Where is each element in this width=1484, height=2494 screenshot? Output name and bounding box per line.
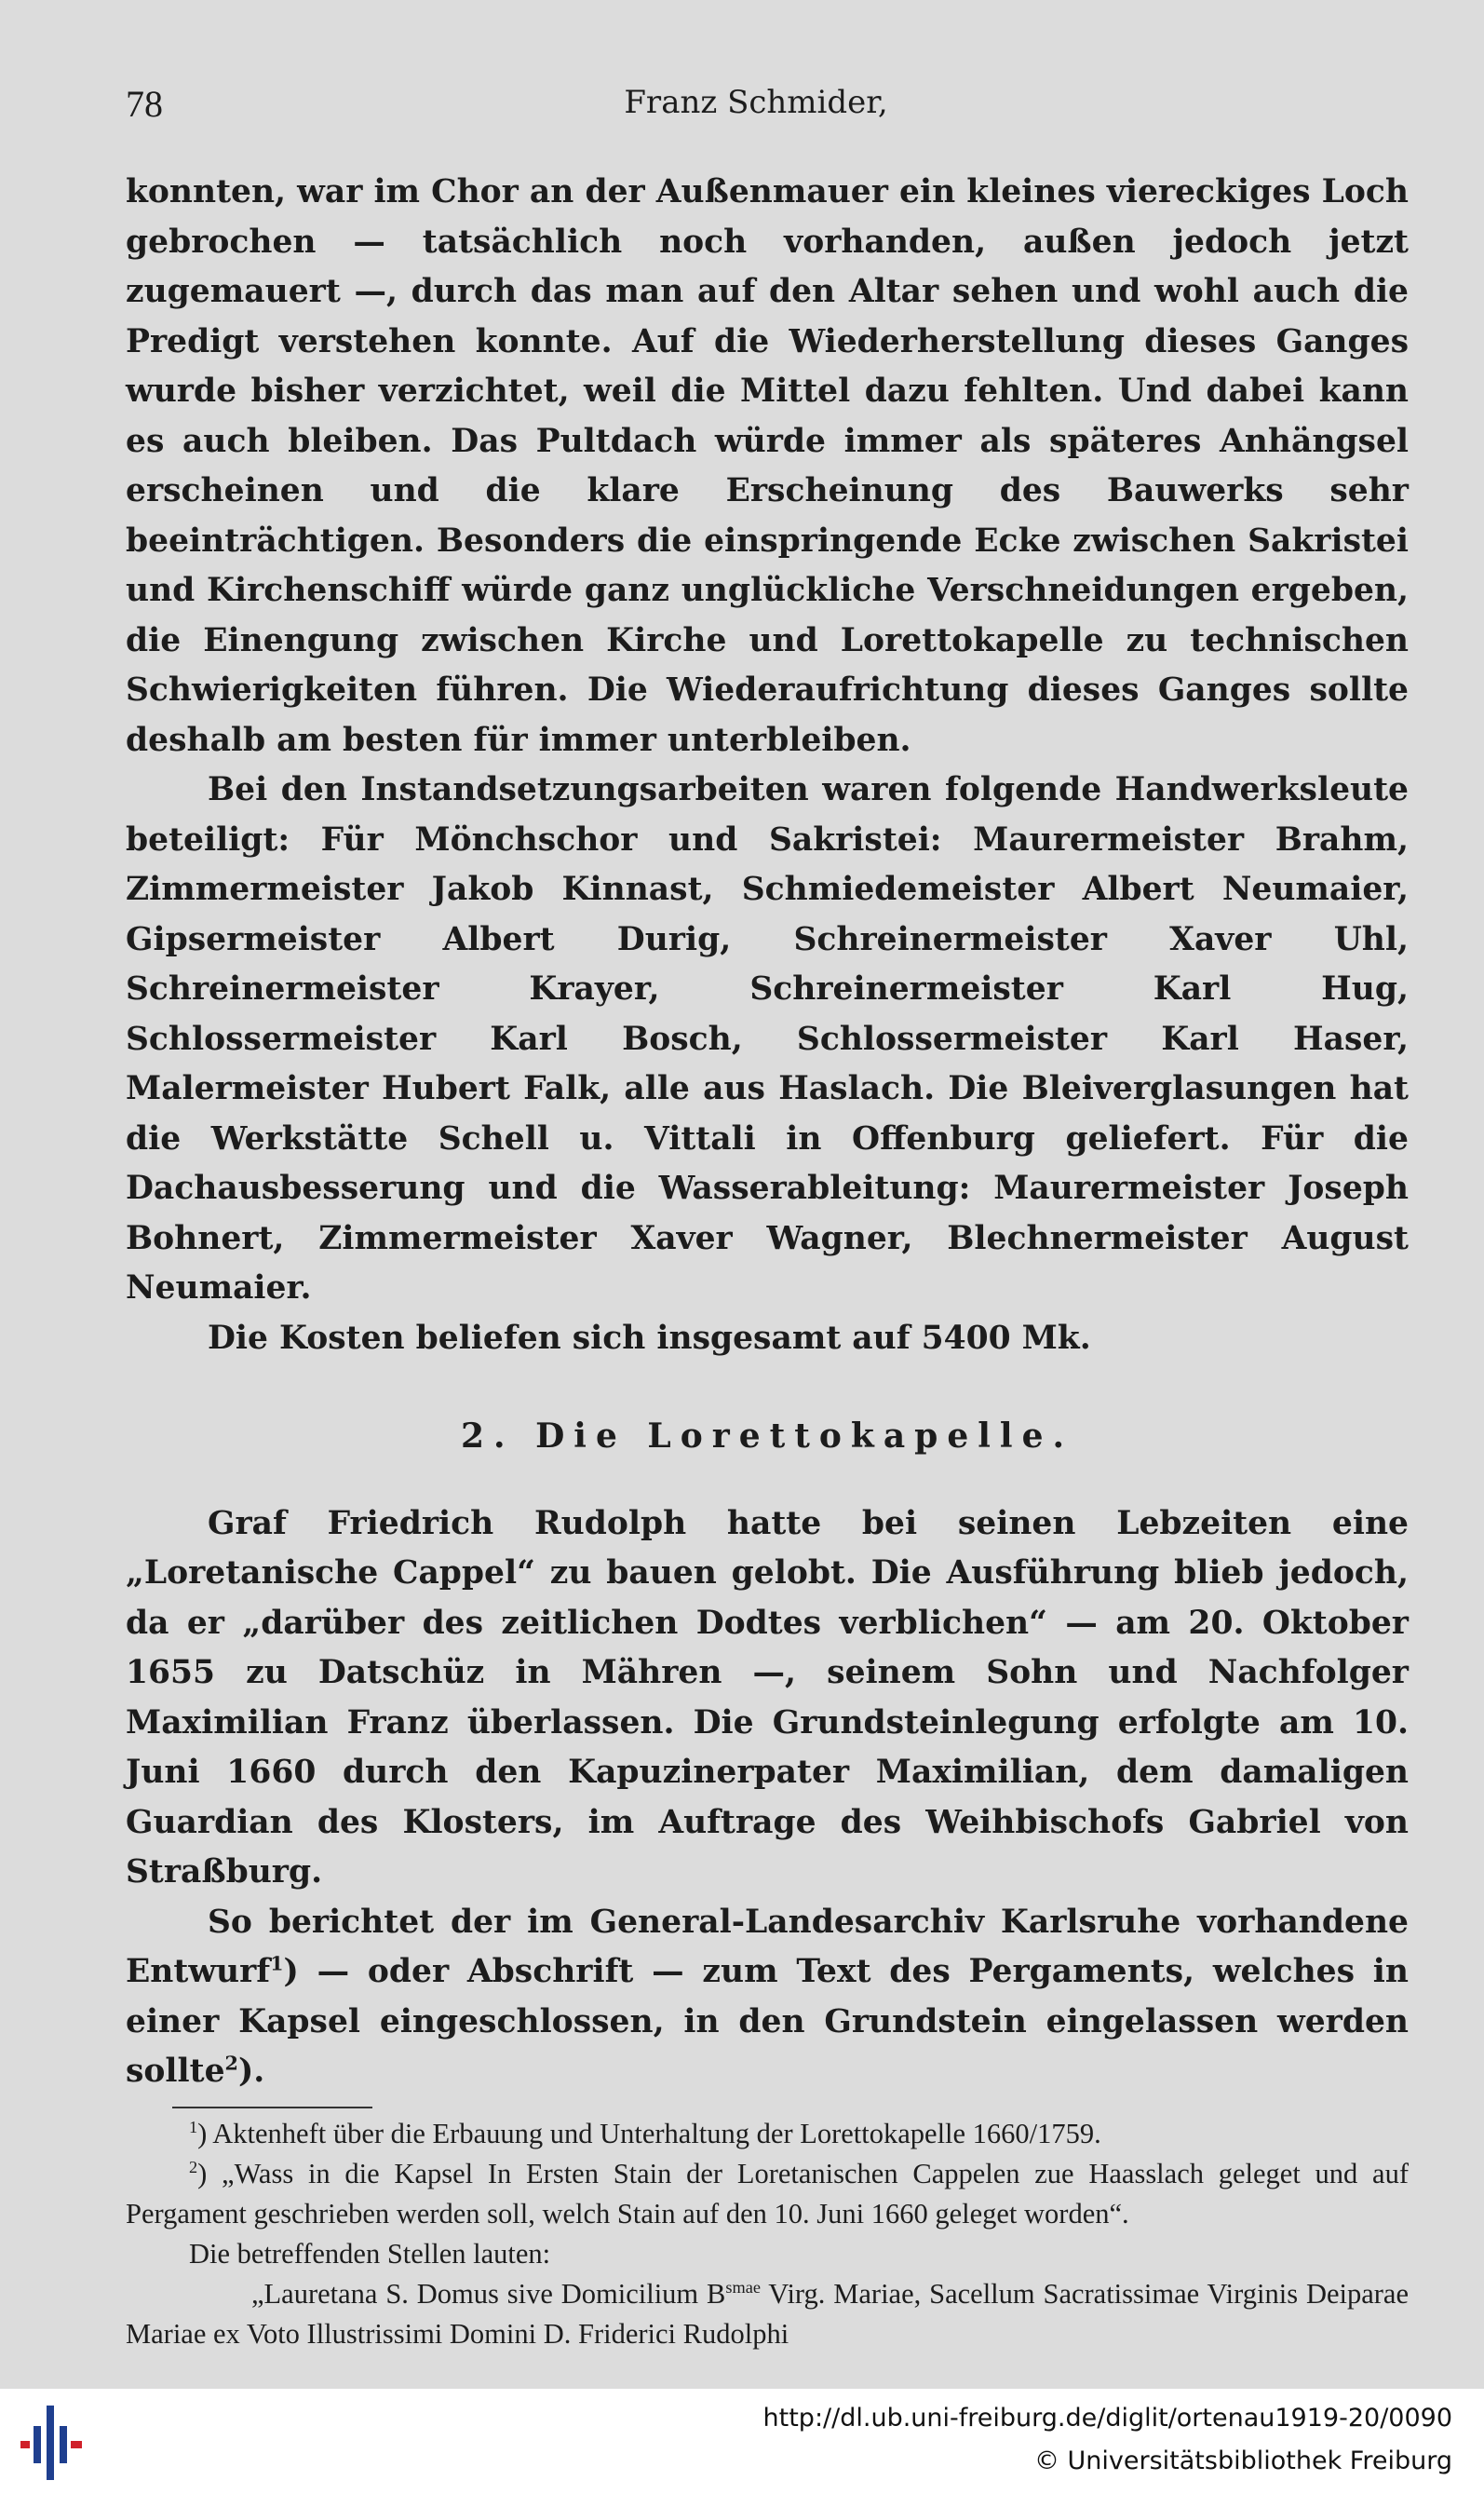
running-title: Franz Schmider,: [624, 84, 888, 121]
footnote-quote-sup: smae: [725, 2277, 761, 2297]
footnote-quote: [126, 2274, 1409, 2354]
paragraph-5: [126, 1898, 1409, 2097]
paragraph-1: konnten, war im Chor an der Außenmauer ein kleines viereckiges Loch gebrochen — tatsächlich noch vorhanden, außen jedoch jetzt zugemauert —, durch das man auf den Altar sehen und wohl auch die Predigt verstehen konnte. Auf die Wiederherstellung dieses Ganges wurde bisher verzichtet, weil die Mittel dazu fehlten. Und dabei kann es auch bleiben. Das Pultdach würde immer als späteres Anhängsel erscheinen und die klare Erscheinung des Bauwerks sehr beeinträchtigen. Besonders die einspringende Ecke zwischen Sakristei und Kirchenschiff würde ganz unglückliche Verschneidungen ergeben, die Einengung zwischen Kirche und Lorettokapelle zu technischen Schwierigkeiten führen. Die Wiederaufrichtung dieses Ganges sollte deshalb am besten für immer unterbleiben.: [126, 173, 1409, 759]
section-heading: 2. Die Lorettokapelle.: [460, 1416, 1074, 1456]
footnote-ref-1: 1: [270, 1952, 284, 1975]
footnote-divider: [172, 2107, 372, 2108]
footnote-2: [126, 2154, 1409, 2234]
footnote-1-mark: 1: [189, 2117, 198, 2136]
footnote-2-text: ) „Wass in die Kapsel In Ersten Stain der Loretanischen Cappelen zue Haasslach geleget und auf Pergament geschrieben werden soll, welch Stain auf den 10. Juni 1660 geleget worden“.: [126, 2157, 1409, 2230]
paragraph-4: Graf Friedrich Rudolph hatte bei seinen Lebzeiten eine „Loretanische Cappel“ zu bauen gelobt. Die Ausführung blieb jedoch, da er „darüber des zeitlichen Dodtes verblichen“ — am 20. Oktober 1655 zu Datschüz in Mähren —, seinem Sohn und Nachfolger Maximilian Franz überlassen. Die Grundsteinlegung erfolgte am 10. Juni 1660 durch den Kapuzinerpater Maximilian, dem damaligen Guardian des Klosters, im Auftrage des Weihbischofs Gabriel von Straßburg.: [126, 1504, 1409, 1891]
footnote-1-text: ) Aktenheft über die Erbauung und Unterhaltung der Lorettokapelle 1660/1759.: [197, 2117, 1101, 2149]
viewer-footer: [0, 2389, 1484, 2494]
footnote-ref-2: 2: [224, 2052, 238, 2075]
footnote-intro: Die betreffenden Stellen lauten:: [189, 2237, 551, 2270]
footnote-2-mark: 2: [189, 2157, 198, 2176]
paragraph-5-text-c: ).: [237, 2053, 265, 2090]
footnote-quote-text-a: „Lauretana S. Domus sive Domicilium B: [251, 2277, 726, 2310]
paragraph-2: Bei den Instandsetzungsarbeiten waren folgende Handwerksleute beteiligt: Für Mönchschor und Sakristei: Maurermeister Brahm, Zimmermeister Jakob Kinnast, Schmiedemeister Albert Neumaier, Gipsermeister Albert Durig, Schreinermeister Xaver Uhl, Schreinermeister Krayer, Schreinermeister Karl Hug, Schlossermeister Karl Bosch, Schlossermeister Karl Haser, Malermeister Hubert Falk, alle aus Haslach. Die Bleiverglasungen hat die Werkstätte Schell u. Vittali in Offenburg geliefert. Für die Dachausbesserung und die Wasserableitung: Maurermeister Joseph Bohnert, Zimmermeister Xaver Wagner, Blechnermeister August Neumaier.: [126, 771, 1409, 1307]
footnote-1: [126, 2114, 1409, 2154]
paragraph-5-text-b: ) — oder Abschrift — zum Text des Pergaments, welches in einer Kapsel eingeschlossen, in den Grundstein eingelassen werden sollte: [126, 1953, 1409, 2090]
footnote-quote-text-b: Virg. Mariae, Sacellum Sacratissimae Virginis Deiparae Mariae ex Voto Illustrissimi Domini D. Friderici Rudolphi: [126, 2277, 1409, 2350]
paragraph-3: Die Kosten beliefen sich insgesamt auf 5400 Mk.: [208, 1319, 1091, 1357]
page-body: [126, 168, 1409, 2354]
permalink-url[interactable]: http://dl.ub.uni-freiburg.de/diglit/ortenau1919-20/0090: [762, 2404, 1452, 2433]
page-number: 78: [126, 83, 163, 125]
paragraph-5-text-a: So berichtet der im General-Landesarchiv Karlsruhe vorhandene Entwurf: [126, 1903, 1409, 1990]
copyright-notice: © Universitätsbibliothek Freiburg: [1033, 2447, 1452, 2475]
ub-freiburg-logo-icon: [19, 2406, 93, 2480]
page-header: [126, 82, 1386, 129]
